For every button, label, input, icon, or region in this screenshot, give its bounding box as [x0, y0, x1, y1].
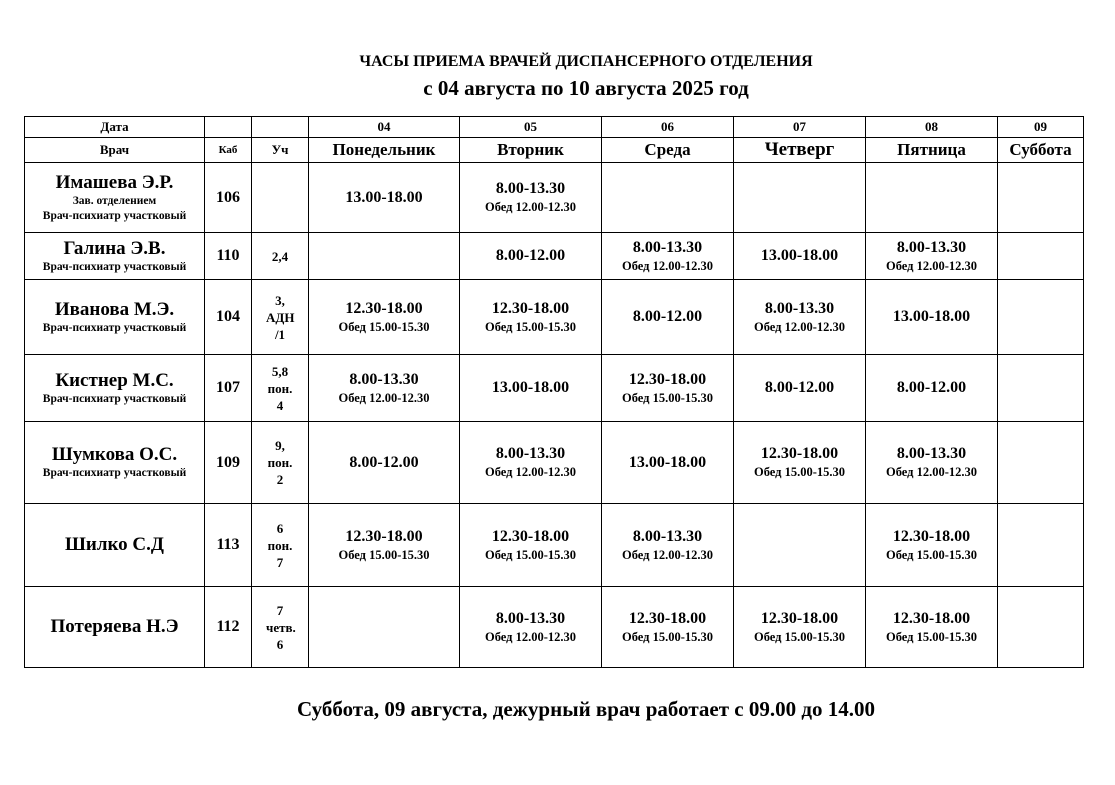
work-hours: 8.00-13.30: [896, 445, 967, 462]
day-row: [25, 138, 1084, 163]
doctor-row: [25, 280, 1084, 355]
doctor-cell: [25, 355, 205, 422]
day-header: Понедельник: [309, 138, 460, 163]
schedule-cell: [309, 422, 460, 504]
schedule-cell: [866, 163, 998, 233]
lunch-break: Обед 12.00-12.30: [484, 629, 577, 644]
work-hours: 12.30-18.00: [491, 299, 570, 317]
lunch-break: Обед 12.00-12.30: [484, 465, 577, 479]
doctor-row: [25, 355, 1084, 422]
schedule-cell: [998, 233, 1084, 280]
work-hours: 8.00-13.30: [349, 370, 419, 388]
date-header: Дата: [25, 117, 205, 138]
schedule-cell: [460, 280, 602, 355]
work-hours: 8.00-13.30: [495, 445, 566, 462]
schedule-cell: [460, 233, 602, 280]
date-cell: 05: [460, 117, 602, 138]
schedule-cell: [460, 163, 602, 233]
lunch-break: Обед 12.00-12.30: [338, 390, 430, 405]
work-hours: 12.30-18.00: [491, 527, 570, 545]
schedule-cell: [602, 355, 734, 422]
doctor-cell: [25, 163, 205, 233]
doctor-cell: [25, 504, 205, 587]
work-hours: 8.00-13.30: [495, 609, 566, 627]
work-hours: 12.30-18.00: [892, 609, 971, 627]
cab-cell: 107: [205, 355, 252, 422]
schedule-cell: [866, 422, 998, 504]
lunch-break: Обед 15.00-15.30: [885, 629, 978, 644]
schedule-cell: [998, 504, 1084, 587]
doctor-role: Зав. отделением: [72, 194, 157, 207]
schedule-cell: [734, 422, 866, 504]
work-hours: 12.30-18.00: [892, 527, 971, 545]
lunch-break: Обед 15.00-15.30: [885, 547, 978, 562]
uch-cell: 2,4: [252, 233, 309, 280]
schedule-cell: [602, 422, 734, 504]
schedule-cell: [309, 280, 460, 355]
cab-cell: 104: [205, 280, 252, 355]
work-hours: 8.00-13.30: [632, 527, 703, 545]
cab-cell: 109: [205, 422, 252, 504]
date-cell: 08: [866, 117, 998, 138]
doctor-cell: [25, 422, 205, 504]
work-hours: 12.30-18.00: [345, 299, 423, 317]
schedule-period: с 04 августа по 10 августа 2025 год: [423, 76, 749, 100]
doctor-position: Врач-психиатр участковый: [42, 260, 187, 273]
lunch-break: Обед 12.00-12.30: [621, 258, 714, 273]
schedule-cell: [460, 422, 602, 504]
schedule-cell: [309, 163, 460, 233]
schedule-cell: [998, 422, 1084, 504]
day-header: Четверг: [734, 138, 866, 163]
schedule-cell: [602, 280, 734, 355]
day-header: Суббота: [998, 138, 1084, 163]
doctor-row: [25, 504, 1084, 587]
date-cell: 09: [998, 117, 1084, 138]
doctor-name: Имашева Э.Р.: [55, 171, 174, 193]
lunch-break: Обед 15.00-15.30: [338, 547, 430, 562]
work-hours: 8.00-13.30: [632, 238, 703, 256]
doctor-name: Кистнер М.С.: [55, 369, 174, 391]
schedule-cell: [866, 587, 998, 668]
day-header: Среда: [602, 138, 734, 163]
doctor-name: Шилко С.Д: [65, 534, 164, 555]
doctor-cell: [25, 587, 205, 668]
schedule-cell: [734, 280, 866, 355]
doctor-cell: [25, 280, 205, 355]
schedule-cell: [734, 233, 866, 280]
doctor-cell: [25, 233, 205, 280]
lunch-break: Обед 15.00-15.30: [753, 629, 846, 644]
schedule-cell: [998, 163, 1084, 233]
uch-cell: [252, 163, 309, 233]
schedule-cell: [460, 504, 602, 587]
schedule-cell: [866, 355, 998, 422]
schedule-cell: [998, 355, 1084, 422]
uch-cell: 7 четв. 6: [252, 587, 309, 668]
schedule-table: [24, 116, 1084, 668]
schedule-cell: [866, 233, 998, 280]
uch-cell: 5,8 пон. 4: [252, 355, 309, 422]
uch-header: Уч: [252, 138, 309, 163]
cab-header: Каб: [205, 138, 252, 163]
work-hours: 12.30-18.00: [628, 609, 707, 627]
lunch-break: Обед 15.00-15.30: [338, 319, 430, 334]
cab-cell: 106: [205, 163, 252, 233]
schedule-cell: [309, 233, 460, 280]
work-hours: 13.00-18.00: [760, 247, 839, 264]
doctor-name: Потеряева Н.Э: [50, 616, 179, 637]
doctor-row: [25, 233, 1084, 280]
cab-cell: 112: [205, 587, 252, 668]
date-cell: 04: [309, 117, 460, 138]
doctor-row: [25, 163, 1084, 233]
doctor-row: [25, 587, 1084, 668]
lunch-break: Обед 15.00-15.30: [753, 465, 846, 479]
schedule-cell: [602, 504, 734, 587]
schedule-cell: [460, 355, 602, 422]
lunch-break: Обед 15.00-15.30: [484, 319, 577, 334]
work-hours: 12.30-18.00: [628, 370, 707, 388]
doctor-position: Врач-психиатр участковый: [42, 467, 187, 479]
doctor-position: Врач-психиатр участковый: [42, 209, 187, 222]
lunch-break: Обед 12.00-12.30: [885, 258, 978, 273]
work-hours: 8.00-12.00: [349, 453, 419, 471]
date-row: [25, 117, 1084, 138]
work-hours: 8.00-13.30: [896, 238, 967, 256]
work-hours: 12.30-18.00: [760, 445, 839, 462]
doctor-name: Шумкова О.С.: [51, 444, 178, 465]
doctor-row: [25, 422, 1084, 504]
schedule-cell: [734, 163, 866, 233]
schedule-cell: [602, 233, 734, 280]
schedule-cell: [309, 504, 460, 587]
doctor-position: Врач-психиатр участковый: [42, 321, 187, 334]
lunch-break: Обед 12.00-12.30: [484, 200, 577, 214]
work-hours: 8.00-13.30: [764, 299, 835, 317]
schedule-cell: [309, 587, 460, 668]
uch-cell: 6 пон. 7: [252, 504, 309, 587]
lunch-break: Обед 12.00-12.30: [885, 465, 978, 479]
work-hours: 13.00-18.00: [892, 308, 971, 325]
day-header: Вторник: [460, 138, 602, 163]
work-hours: 8.00-12.00: [632, 308, 703, 325]
date-cell: 06: [602, 117, 734, 138]
date-cell: 07: [734, 117, 866, 138]
empty-header-cell: [205, 117, 252, 138]
work-hours: 12.30-18.00: [345, 527, 423, 545]
cab-cell: 110: [205, 233, 252, 280]
uch-cell: 9, пон. 2: [252, 422, 309, 504]
cab-cell: 113: [205, 504, 252, 587]
work-hours: 8.00-12.00: [495, 247, 566, 264]
schedule-cell: [309, 355, 460, 422]
schedule-cell: [998, 280, 1084, 355]
doctor-name: Иванова М.Э.: [54, 298, 175, 320]
empty-header-cell: [252, 117, 309, 138]
lunch-break: Обед 12.00-12.30: [621, 547, 714, 562]
schedule-cell: [602, 587, 734, 668]
work-hours: 13.00-18.00: [491, 379, 570, 396]
schedule-cell: [602, 163, 734, 233]
doctor-name: Галина Э.В.: [63, 237, 166, 259]
lunch-break: Обед 15.00-15.30: [621, 390, 714, 405]
lunch-break: Обед 15.00-15.30: [484, 547, 577, 562]
schedule-cell: [866, 504, 998, 587]
work-hours: 8.00-12.00: [764, 379, 835, 396]
work-hours: 8.00-12.00: [896, 379, 967, 396]
schedule-cell: [998, 587, 1084, 668]
work-hours: 12.30-18.00: [760, 609, 839, 627]
lunch-break: Обед 15.00-15.30: [621, 629, 714, 644]
footer-note: Суббота, 09 августа, дежурный врач работает с 09.00 до 14.00: [296, 697, 875, 721]
day-header: Пятница: [866, 138, 998, 163]
schedule-cell: [734, 504, 866, 587]
schedule-cell: [460, 587, 602, 668]
lunch-break: Обед 12.00-12.30: [753, 319, 846, 334]
schedule-cell: [734, 587, 866, 668]
doctor-position: Врач-психиатр участковый: [42, 392, 187, 405]
work-hours: 13.00-18.00: [345, 188, 423, 206]
work-hours: 13.00-18.00: [628, 453, 707, 471]
uch-cell: 3, АДН /1: [252, 280, 309, 355]
doctor-header: Врач: [25, 138, 205, 163]
work-hours: 8.00-13.30: [495, 180, 566, 197]
schedule-cell: [734, 355, 866, 422]
schedule-cell: [866, 280, 998, 355]
schedule-title: ЧАСЫ ПРИЕМА ВРАЧЕЙ ДИСПАНСЕРНОГО ОТДЕЛЕНИЯ: [359, 53, 813, 70]
